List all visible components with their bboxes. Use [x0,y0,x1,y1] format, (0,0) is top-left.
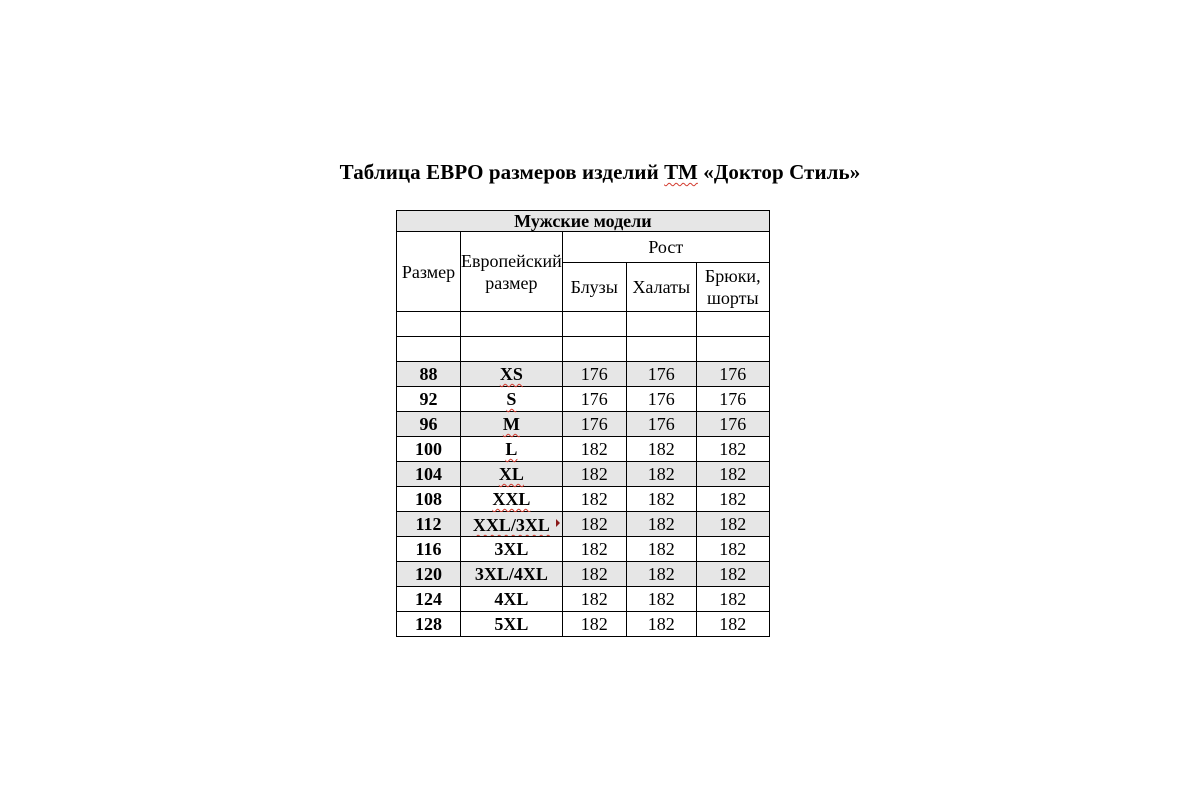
size-cell: 108 [397,487,461,512]
blouses-height-cell: 182 [562,562,626,587]
euro-size-text: XXL/3XL [472,515,550,535]
blouses-height-cell: 176 [562,387,626,412]
blouses-height-cell: 182 [562,462,626,487]
trousers-height-cell: 182 [696,587,769,612]
size-cell: 100 [397,437,461,462]
robes-height-cell: 176 [626,412,696,437]
group-title: Мужские модели [397,211,770,232]
empty-row [397,337,770,362]
table-row [397,537,770,562]
table-row [397,437,770,462]
size-cell: 116 [397,537,461,562]
empty-cell [562,312,626,337]
robes-height-cell: 182 [626,612,696,637]
size-cell: 124 [397,587,461,612]
robes-height-cell: 182 [626,562,696,587]
empty-cell [562,337,626,362]
table-row [397,587,770,612]
table-row [397,612,770,637]
table-row [397,362,770,387]
euro-size-cell [461,387,563,412]
header-robes: Халаты [626,263,696,312]
trousers-height-cell: 182 [696,562,769,587]
size-cell: 128 [397,612,461,637]
header-size: Размер [397,232,461,312]
title-text-start: Таблица ЕВРО размеров изделий [339,160,665,184]
empty-cell [461,312,563,337]
robes-height-cell: 182 [626,487,696,512]
table-row [397,462,770,487]
table-row [397,562,770,587]
trousers-height-cell: 182 [696,437,769,462]
empty-cell [397,337,461,362]
trousers-height-cell: 176 [696,412,769,437]
size-cell: 104 [397,462,461,487]
euro-size-cell [461,437,563,462]
trousers-height-cell: 176 [696,362,769,387]
blouses-height-cell: 182 [562,437,626,462]
euro-size-cell: 4XL [461,587,563,612]
header-euro-size: Европейский размер [461,232,563,312]
euro-size-text: XXL [492,489,531,509]
trousers-height-cell: 176 [696,387,769,412]
trousers-height-cell: 182 [696,612,769,637]
euro-size-text: S [506,389,517,409]
table-row [397,487,770,512]
trousers-height-cell: 182 [696,537,769,562]
empty-cell [461,337,563,362]
robes-height-cell: 182 [626,512,696,537]
euro-size-cell: 3XL/4XL [461,562,563,587]
group-title-row [397,211,770,232]
blouses-height-cell: 182 [562,487,626,512]
table-row [397,512,770,537]
empty-cell [626,312,696,337]
blouses-height-cell: 182 [562,512,626,537]
title-text-end: «Доктор Стиль» [697,160,861,184]
blouses-height-cell: 182 [562,587,626,612]
overflow-arrow-icon [556,519,560,527]
blouses-height-cell: 176 [562,362,626,387]
blouses-height-cell: 182 [562,612,626,637]
title-tm-mark: ТМ [664,160,698,184]
robes-height-cell: 176 [626,362,696,387]
euro-size-cell [461,412,563,437]
euro-size-cell [461,512,563,537]
euro-size-cell: 5XL [461,612,563,637]
header-trousers: Брюки, шорты [696,263,769,312]
euro-size-cell: 3XL [461,537,563,562]
robes-height-cell: 176 [626,387,696,412]
robes-height-cell: 182 [626,587,696,612]
header-row-top [397,232,770,263]
euro-size-text: M [502,414,520,434]
euro-size-cell [461,487,563,512]
size-cell: 120 [397,562,461,587]
robes-height-cell: 182 [626,462,696,487]
euro-size-text: XS [499,364,523,384]
empty-cell [626,337,696,362]
table-row [397,412,770,437]
size-cell: 92 [397,387,461,412]
document-title [0,160,1200,185]
robes-height-cell: 182 [626,437,696,462]
trousers-height-cell: 182 [696,487,769,512]
euro-size-cell [461,462,563,487]
size-cell: 112 [397,512,461,537]
empty-row [397,312,770,337]
trousers-height-cell: 182 [696,512,769,537]
table-row [397,387,770,412]
trousers-height-cell: 182 [696,462,769,487]
size-table [396,210,770,637]
header-height: Рост [562,232,769,263]
euro-size-cell [461,362,563,387]
euro-size-text: L [505,439,518,459]
robes-height-cell: 182 [626,537,696,562]
empty-cell [397,312,461,337]
header-blouses: Блузы [562,263,626,312]
blouses-height-cell: 176 [562,412,626,437]
blouses-height-cell: 182 [562,537,626,562]
empty-cell [696,337,769,362]
size-cell: 96 [397,412,461,437]
size-cell: 88 [397,362,461,387]
empty-cell [696,312,769,337]
euro-size-text: XL [498,464,524,484]
